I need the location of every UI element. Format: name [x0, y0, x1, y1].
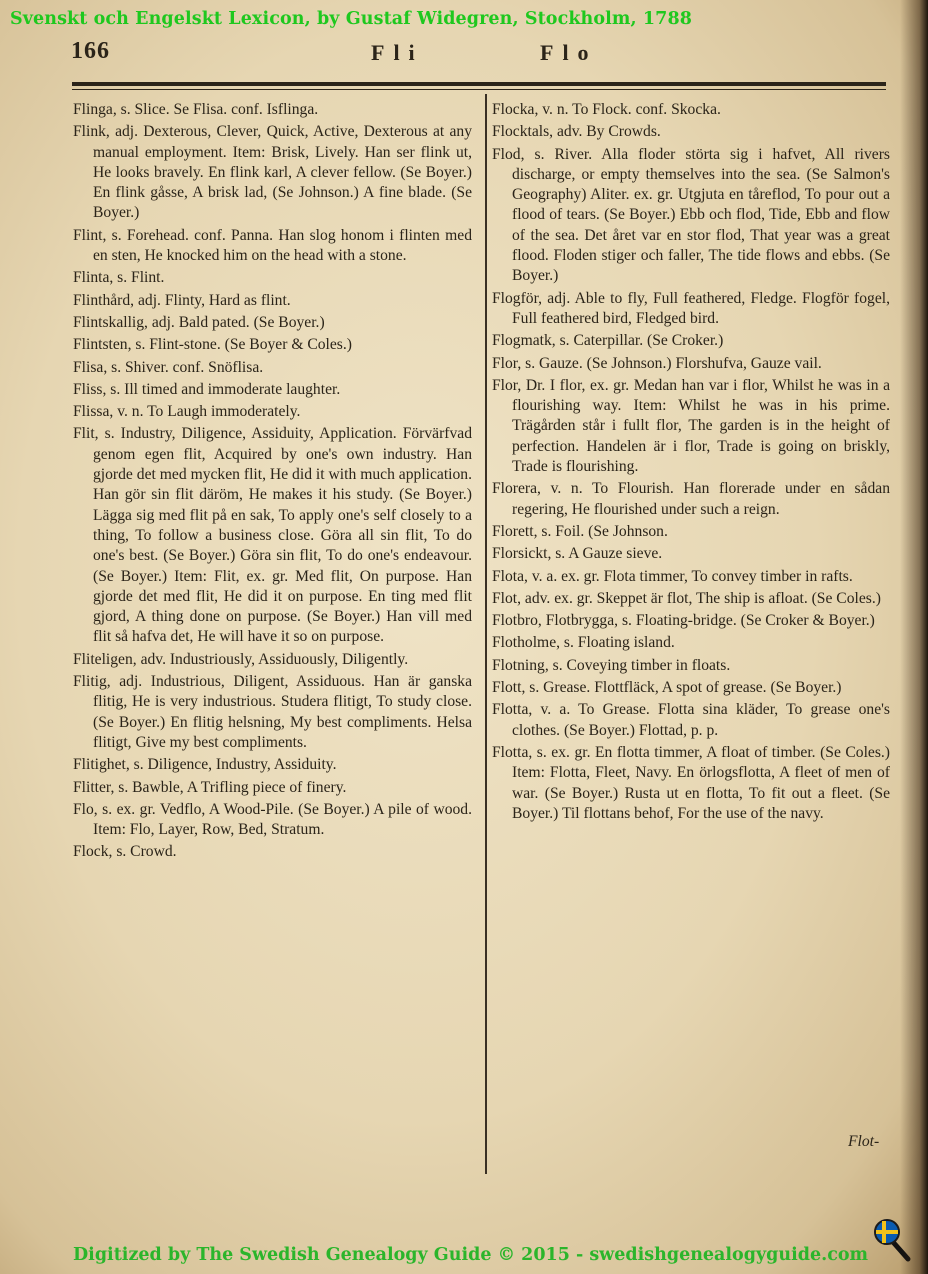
guide-word-right: Flo — [540, 40, 598, 65]
left-column-entry: Flit, s. Industry, Diligence, Assiduity, Application. Förvärfvad genom egen flit, Acquired by one's own industry. Han gjorde det med mycken flit, He did it with much application. Han gör sin flit däröm, He makes it his study. (Se Boyer.) Lägga sig med flit på en sak, To apply one's self closely to a thing, To follow a business close. Göra all sin flit, To do one's best. (Se Boyer.) Göra sin flit, To do one's endeavour. (Se Boyer.) Item: Flit, ex. gr. Med flit, On purpose. Han gjorde det med flit, He did it on purpose. En ting med flit gjord, A thing done on purpose. (Se Boyer.) Han vill med flit så hafva det, He will have it so on purpose. — [73, 425, 472, 646]
left-column-entry: Flissa, v. n. To Laugh immoderately. — [73, 403, 301, 421]
right-column-entry: Florett, s. Foil. (Se Johnson. — [492, 522, 668, 540]
footer-credit: Digitized by The Swedish Genealogy Guide © 2015 - swedishgenealogyguide.com — [73, 1245, 869, 1265]
column-divider — [485, 94, 487, 1174]
left-column-entry: Flisa, s. Shiver. conf. Snöflisa. — [73, 358, 264, 376]
right-column-entry: Flor, Dr. I flor, ex. gr. Medan han var i flor, Whilst he was in a flourishing way. Item: Whilst he was in his prime. Trägården står i fullt flor, The garden is in the height of perfection. Handelen är i flor, Trade is going on briskly, Trade is flourishing. — [492, 376, 890, 476]
header-rule-thick — [72, 82, 886, 86]
left-column-entry: Flintskallig, adj. Bald pated. (Se Boyer.) — [73, 313, 325, 331]
right-column-entry: Flotta, s. ex. gr. En flotta timmer, A float of timber. (Se Coles.) Item: Flotta, Fleet, Navy. En örlogsflotta, A fleet of men of war. (Se Boyer.) Rusta ut en flotta, To fit out a fleet. (Se Boyer.) Til flottans behof, For the use of the navy. — [492, 743, 890, 822]
right-column-entry: Flocka, v. n. To Flock. conf. Skocka. — [492, 101, 721, 118]
left-column-entry: Flitighet, s. Diligence, Industry, Assiduity. — [73, 756, 337, 774]
right-column-entry: Flotholme, s. Floating island. — [492, 634, 675, 652]
left-column-entry: Flinta, s. Flint. — [73, 269, 165, 287]
right-column-entry: Flod, s. River. Alla floder störta sig i hafvet, All rivers discharge, or empty themselves into the sea. (Se Salmon's Geography) Aliter. ex. gr. Utgjuta en tåreflod, To pour out a flood of tears. (Se Boyer.) Ebb och flod, Tide, Ebb and flow of the sea. Det året var en stor flod, That year was a great flood. Floden stiger och faller, The tide flows and ebbs. (Se Boyer.) — [492, 145, 890, 285]
left-column-entry: Fliss, s. Ill timed and immoderate laughter. — [73, 380, 341, 398]
right-column-entry: Flotning, s. Coveying timber in floats. — [492, 656, 731, 674]
left-column-entry: Flitter, s. Bawble, A Trifling piece of finery. — [73, 778, 347, 796]
left-column — [73, 100, 472, 865]
right-column-entry: Flor, s. Gauze. (Se Johnson.) Florshufva, Gauze vail. — [492, 354, 822, 372]
guide-word-left: Fli — [371, 40, 424, 65]
right-column-entry: Flotbro, Flotbrygga, s. Floating-bridge. (Se Croker & Boyer.) — [492, 612, 875, 630]
left-column-entry: Fliteligen, adv. Industriously, Assiduously, Diligently. — [73, 650, 409, 668]
right-column-entry: Florsickt, s. A Gauze sieve. — [492, 545, 663, 563]
left-column-entry: Flintsten, s. Flint-stone. (Se Boyer & Coles.) — [73, 336, 352, 354]
left-column-entry: Flock, s. Crowd. — [73, 843, 177, 861]
left-column-entry: Flo, s. ex. gr. Vedflo, A Wood-Pile. (Se Boyer.) A pile of wood. Item: Flo, Layer, Row, Bed, Stratum. — [73, 800, 472, 839]
header-rule-thin — [72, 89, 886, 90]
title-banner: Svenskt och Engelskt Lexicon, by Gustaf Widegren, Stockholm, 1788 — [10, 9, 693, 29]
left-column-entry: Flint, s. Forehead. conf. Panna. Han slog honom i flinten med en sten, He knocked him on the head with a stone. — [73, 226, 472, 265]
catchword: Flot- — [848, 1133, 880, 1150]
left-column-entry: Flink, adj. Dexterous, Clever, Quick, Active, Dexterous at any manual employment. Item: Brisk, Lively. Han ser flink ut, He looks bravely. En flink karl, A clever fellow. (Se Boyer.) En flink gåsse, A brisk lad, (Se Johnson.) A fine blade. (Se Boyer.) — [73, 123, 472, 222]
right-column-entry: Flot, adv. ex. gr. Skeppet är flot, The ship is afloat. (Se Coles.) — [492, 589, 881, 607]
right-column-entry: Flocktals, adv. By Crowds. — [492, 123, 661, 141]
right-column-entry: Flott, s. Grease. Flottfläck, A spot of grease. (Se Boyer.) — [492, 679, 842, 697]
right-column — [492, 100, 890, 826]
page-number: 166 — [71, 38, 110, 64]
right-column-entry: Florera, v. n. To Flourish. Han florerade under en sådan regering, He flourished under such a reign. — [492, 480, 890, 518]
left-column-entry: Flinthård, adj. Flinty, Hard as flint. — [73, 291, 291, 309]
left-column-entry: Flinga, s. Slice. Se Flisa. conf. Isflinga. — [73, 101, 319, 118]
right-column-entry: Flotta, v. a. To Grease. Flotta sina kläder, To grease one's clothes. (Se Boyer.) Flottad, p. p. — [492, 701, 890, 739]
magnifier-sweden-flag-icon — [873, 1218, 911, 1262]
right-column-entry: Flogför, adj. Able to fly, Full feathered, Fledge. Flogför fogel, Full feathered bird, Fledged bird. — [492, 289, 890, 327]
right-column-entry: Flogmatk, s. Caterpillar. (Se Croker.) — [492, 332, 724, 350]
left-column-entry: Flitig, adj. Industrious, Diligent, Assiduous. Han är ganska flitig, He is very industrious. Studera flitigt, To study close. (Se Boyer.) En flitig helsning, My best compliments. Helsa flitigt, Give my best compliments. — [73, 673, 472, 751]
right-column-entry: Flota, v. a. ex. gr. Flota timmer, To convey timber in rafts. — [492, 567, 853, 585]
